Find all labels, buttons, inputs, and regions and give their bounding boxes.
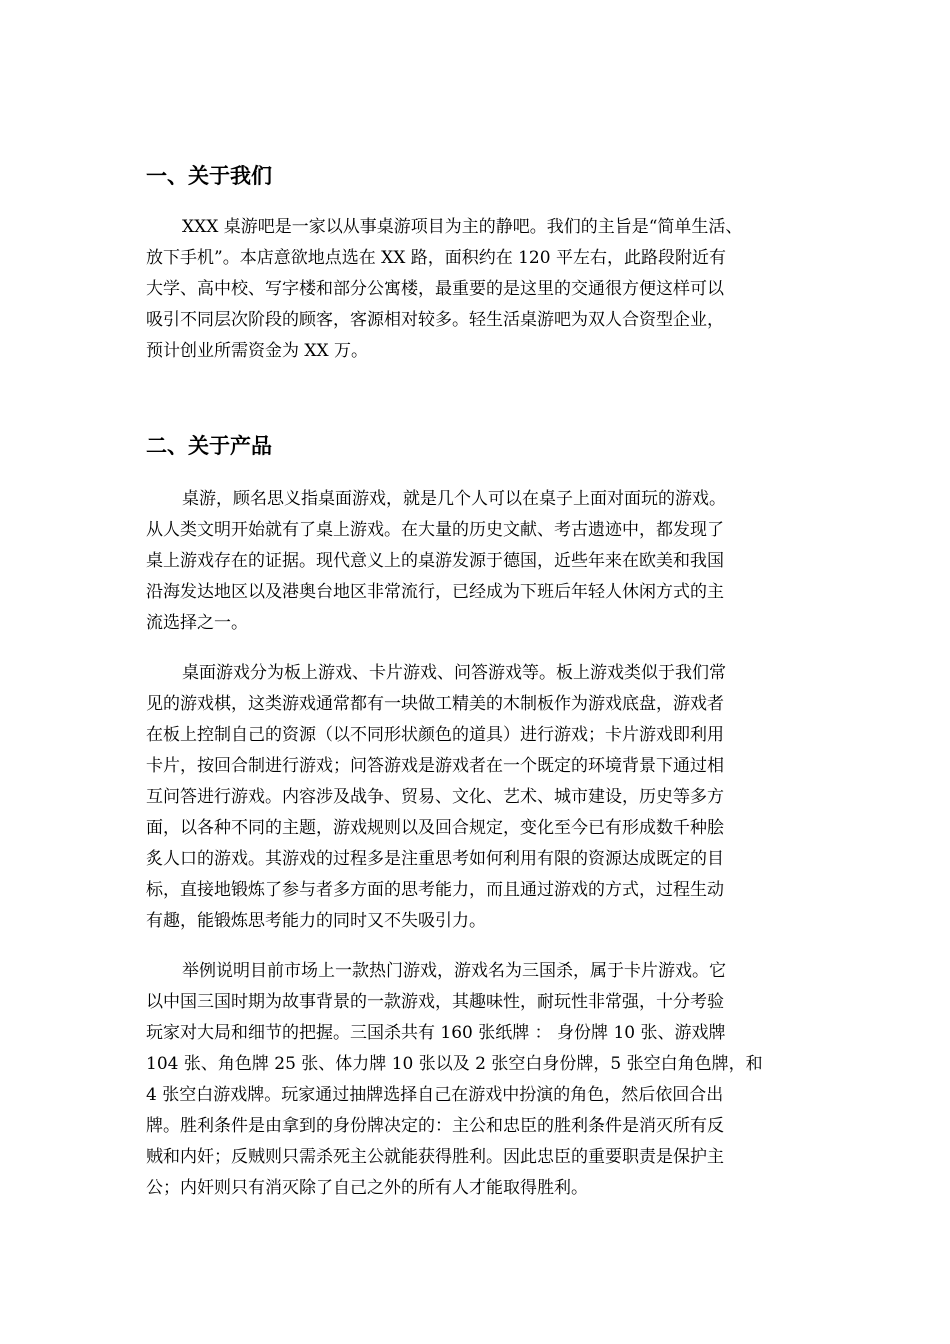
- paragraph-line: 吸引不同层次阶段的顾客，客源相对较多。轻生活桌游吧为双人合资型企业，: [146, 310, 724, 330]
- paragraph-line: 公；内奸则只有消灭除了自己之外的所有人才能取得胜利。: [146, 1178, 588, 1198]
- paragraph-line: 桌面游戏分为板上游戏、卡片游戏、问答游戏等。板上游戏类似于我们常: [182, 663, 726, 683]
- paragraph-line: 大学、高中校、写字楼和部分公寓楼，最重要的是这里的交通很方便这样可以: [146, 279, 724, 299]
- paragraph-line: 举例说明目前市场上一款热门游戏，游戏名为三国杀，属于卡片游戏。它: [182, 961, 726, 981]
- paragraph-line: 流选择之一。: [146, 613, 248, 633]
- paragraph-line: 炙人口的游戏。其游戏的过程多是注重思考如何利用有限的资源达成既定的目: [146, 849, 724, 869]
- paragraph-line: 玩家对大局和细节的把握。三国杀共有 160 张纸牌 ： 身份牌 10 张、游戏牌: [146, 1023, 726, 1043]
- section-heading-about-product: 二、关于产品: [146, 434, 272, 458]
- paragraph-line: 桌上游戏存在的证据。现代意义上的桌游发源于德国，近些年来在欧美和我国: [146, 551, 724, 571]
- about-us-paragraph: [146, 212, 810, 367]
- paragraph-line: 104 张、角色牌 25 张、体力牌 10 张以及 2 张空白身份牌，5 张空白角色牌，和: [146, 1054, 763, 1074]
- paragraph-line: 沿海发达地区以及港奥台地区非常流行，已经成为下班后年轻人休闲方式的主: [146, 582, 724, 602]
- paragraph-line: 在板上控制自己的资源（以不同形状颜色的道具）进行游戏；卡片游戏即利用: [146, 725, 724, 745]
- paragraph-line: 牌。胜利条件是由拿到的身份牌决定的：主公和忠臣的胜利条件是消灭所有反: [146, 1116, 724, 1136]
- paragraph-line: XXX 桌游吧是一家以从事桌游项目为主的静吧。我们的主旨是“简单生活、: [182, 217, 743, 237]
- paragraph-line: 以中国三国时期为故事背景的一款游戏，其趣味性，耐玩性非常强，十分考验: [146, 992, 724, 1012]
- paragraph-line: 见的游戏棋，这类游戏通常都有一块做工精美的木制板作为游戏底盘，游戏者: [146, 694, 724, 714]
- paragraph-line: 从人类文明开始就有了桌上游戏。在大量的历史文献、考古遗迹中，都发现了: [146, 520, 724, 540]
- paragraph-line: 放下手机”。本店意欲地点选在 XX 路，面积约在 120 平左右，此路段附近有: [146, 248, 726, 268]
- paragraph-line: 桌游，顾名思义指桌面游戏，就是几个人可以在桌子上面对面玩的游戏。: [182, 489, 726, 509]
- paragraph-line: 面，以各种不同的主题，游戏规则以及回合规定，变化至今已有形成数千种脍: [146, 818, 724, 838]
- product-paragraph-types: [146, 658, 810, 937]
- paragraph-line: 贼和内奸；反贼则只需杀死主公就能获得胜利。因此忠臣的重要职责是保护主: [146, 1147, 724, 1167]
- section-heading-about-us: 一、关于我们: [146, 164, 272, 188]
- paragraph-line: 有趣，能锻炼思考能力的同时又不失吸引力。: [146, 911, 486, 931]
- paragraph-line: 预计创业所需资金为 XX 万。: [146, 341, 369, 361]
- product-paragraph-example: [146, 956, 810, 1204]
- paragraph-line: 4 张空白游戏牌。玩家通过抽牌选择自己在游戏中扮演的角色，然后依回合出: [146, 1085, 724, 1105]
- paragraph-line: 互问答进行游戏。内容涉及战争、贸易、文化、艺术、城市建设，历史等多方: [146, 787, 724, 807]
- product-paragraph-intro: [146, 484, 810, 639]
- paragraph-line: 标，直接地锻炼了参与者多方面的思考能力，而且通过游戏的方式，过程生动: [146, 880, 724, 900]
- paragraph-line: 卡片，按回合制进行游戏；问答游戏是游戏者在一个既定的环境背景下通过相: [146, 756, 724, 776]
